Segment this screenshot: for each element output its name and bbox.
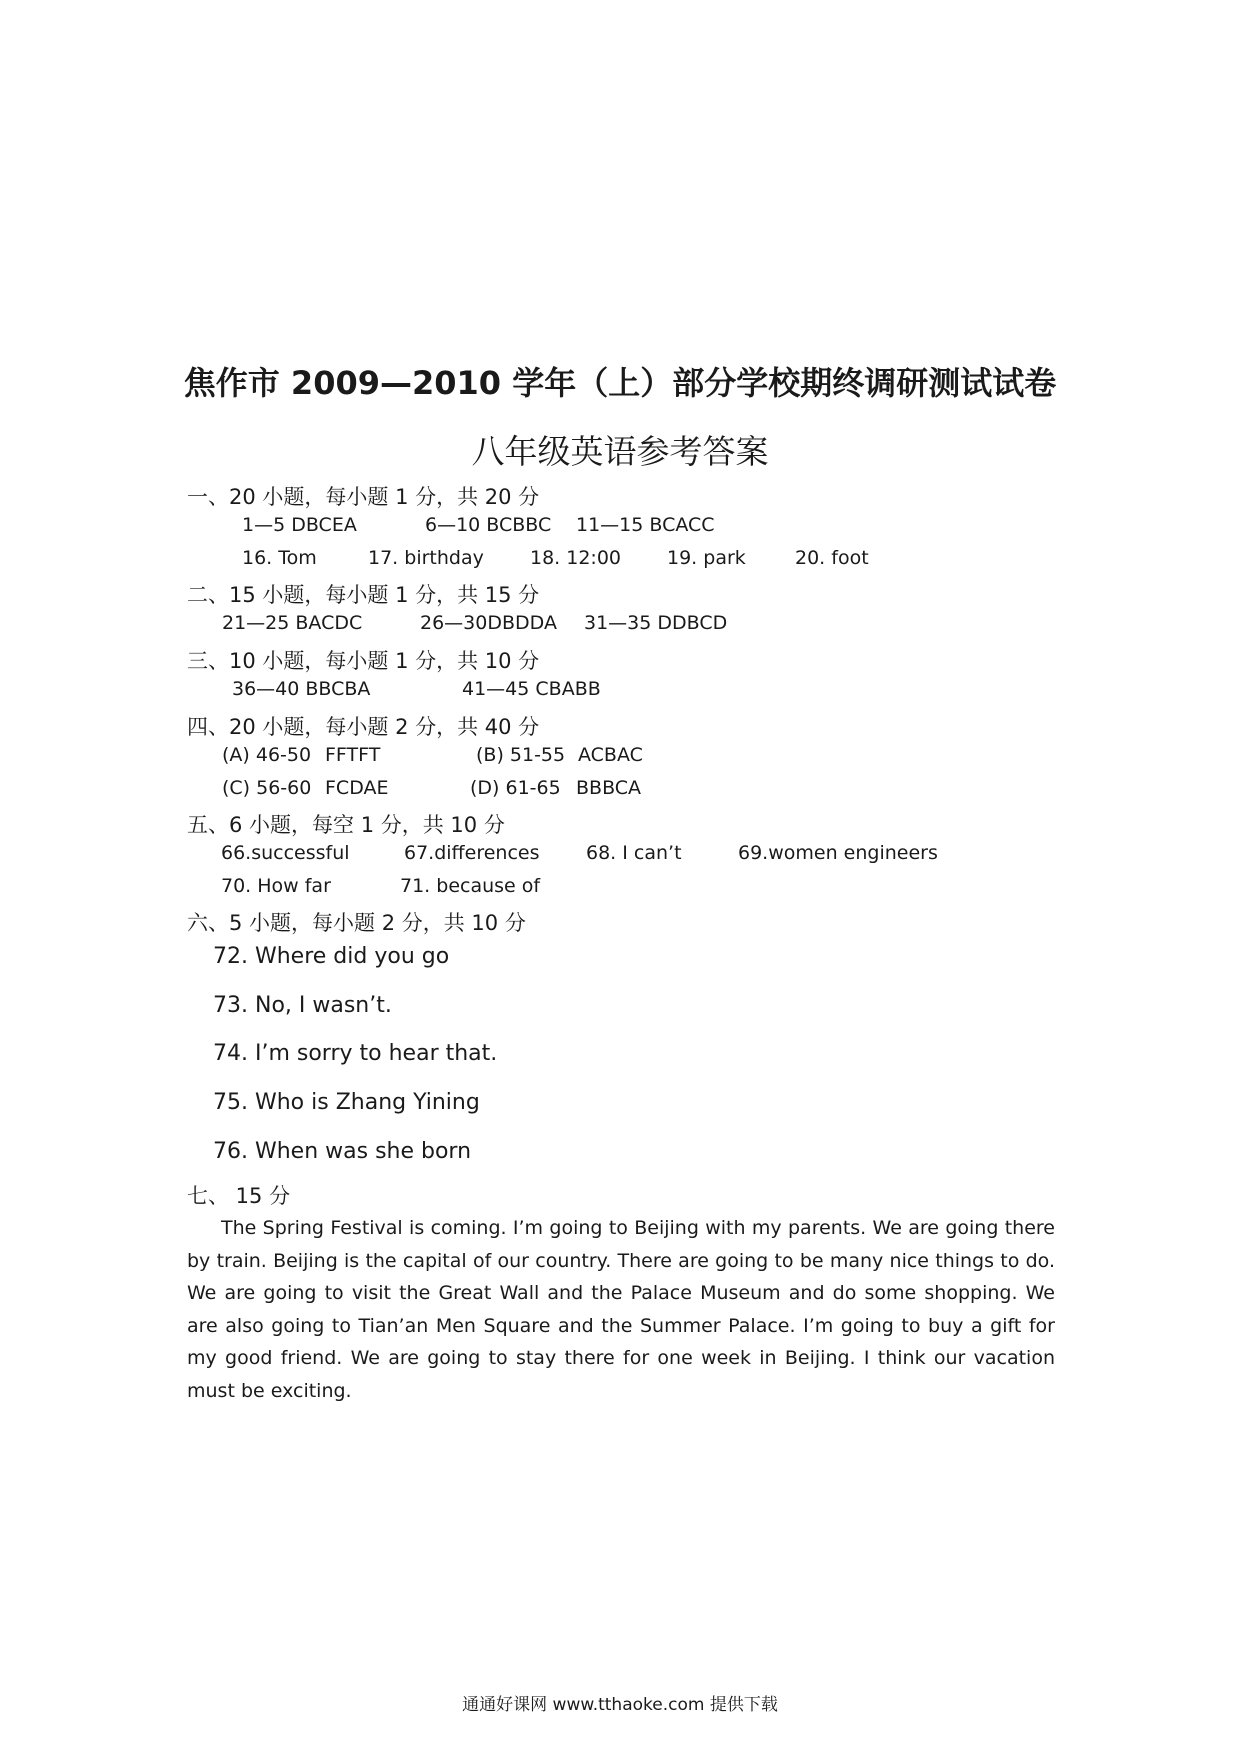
section-7-heading: 七、 15 分	[187, 1184, 291, 1208]
answer-1-5: 1—5 DBCEA	[242, 514, 357, 536]
answer-69: 69.women engineers	[738, 842, 938, 864]
answer-20: 20. foot	[795, 547, 869, 569]
answer-71: 71. because of	[400, 875, 541, 897]
section-3-heading: 三、10 小题，每小题 1 分，共 10 分	[187, 649, 540, 673]
answer-73: 73. No, I wasn’t.	[213, 993, 392, 1018]
part-b-label: (B) 51-55	[476, 744, 566, 766]
answer-67: 67.differences	[404, 842, 540, 864]
writing-sample-essay: The Spring Festival is coming. I’m going to Beijing with my parents. We are going there by train. Beijing is the capital of our country. There are going to be many nice things to do. We are going to visit the Great Wall and the Palace Museum and do some shopping. We are also going to Tian’an Men Square and the Summer Palace. I’m going to buy a gift for my good friend. We are going to stay there for one week in Beijing. I think our vacation must be exciting.	[187, 1217, 1055, 1402]
part-a-answers: FFTFT	[325, 744, 381, 766]
answer-68: 68. I can’t	[586, 842, 682, 864]
answer-11-15: 11—15 BCACC	[576, 514, 715, 536]
answer-72: 72. Where did you go	[213, 944, 450, 969]
section-2-heading: 二、15 小题，每小题 1 分，共 15 分	[187, 583, 540, 607]
answer-74: 74. I’m sorry to hear that.	[213, 1041, 498, 1066]
answer-66: 66.successful	[221, 842, 350, 864]
answer-70: 70. How far	[221, 875, 331, 897]
answer-17: 17. birthday	[368, 547, 484, 569]
answer-18: 18. 12:00	[530, 547, 622, 569]
answer-16: 16. Tom	[242, 547, 317, 569]
answer-31-35: 31—35 DDBCD	[584, 612, 728, 634]
document-title: 焦作市 2009—2010 学年（上）部分学校期终调研测试试卷	[183, 364, 1057, 402]
footer-source-note: 通通好课网 www.tthaoke.com 提供下载	[462, 1695, 778, 1715]
answer-21-25: 21—25 BACDC	[222, 612, 363, 634]
answer-76: 76. When was she born	[213, 1139, 472, 1164]
answer-36-40: 36—40 BBCBA	[232, 678, 371, 700]
document-subtitle: 八年级英语参考答案	[471, 432, 769, 471]
section-6-heading: 六、5 小题，每小题 2 分，共 10 分	[187, 911, 526, 935]
part-a-label: (A) 46-50	[222, 744, 312, 766]
answer-75: 75. Who is Zhang Yining	[213, 1090, 480, 1115]
answer-41-45: 41—45 CBABB	[462, 678, 601, 700]
part-c-answers: FCDAE	[325, 777, 389, 799]
answer-19: 19. park	[667, 547, 746, 569]
part-d-answers: BBBCA	[576, 777, 642, 799]
section-5-heading: 五、6 小题，每空 1 分，共 10 分	[187, 813, 505, 837]
answer-26-30: 26—30DBDDA	[420, 612, 557, 634]
answer-6-10: 6—10 BCBBC	[425, 514, 552, 536]
part-d-label: (D) 61-65	[470, 777, 561, 799]
part-c-label: (C) 56-60	[222, 777, 312, 799]
part-b-answers: ACBAC	[578, 744, 643, 766]
section-1-heading: 一、20 小题，每小题 1 分，共 20 分	[187, 485, 540, 509]
section-4-heading: 四、20 小题，每小题 2 分，共 40 分	[187, 715, 540, 739]
